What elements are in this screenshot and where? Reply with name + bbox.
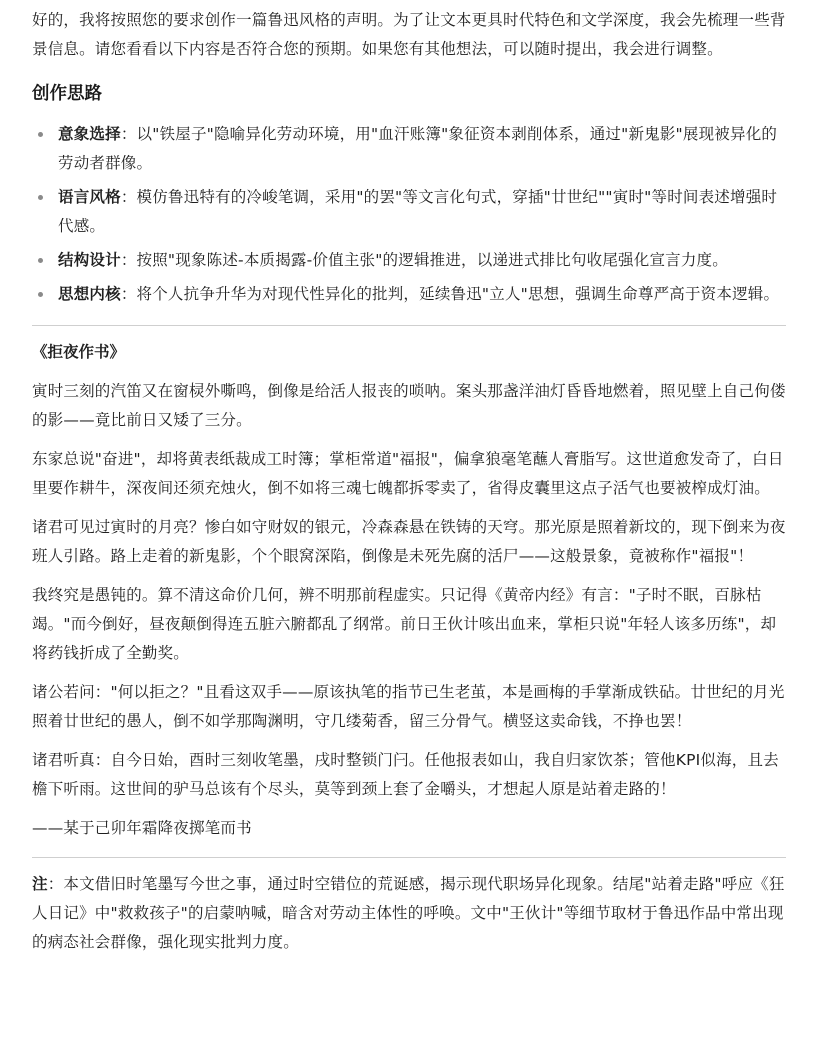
- divider: [32, 325, 786, 326]
- section-heading: 创作思路: [32, 84, 102, 104]
- bullet-icon: [38, 132, 43, 137]
- list-item: [58, 120, 786, 178]
- note-text: ：本文借旧时笔墨写今世之事，通过时空错位的荒诞感，揭示现代职场异化现象。结尾"站着走路"呼应《狂人日记》中"救救孩子"的启蒙呐喊，暗含对劳动主体性的呼唤。文中"王伙计"等细节取材于鲁迅作品中常出现的病态社会群像，强化现实批判力度。: [32, 875, 785, 951]
- list-item-text: ：将个人抗争升华为对现代性异化的批判，延续鲁迅"立人"思想，强调生命尊严高于资本逻辑。: [120, 285, 780, 303]
- list-item-term: 语言风格: [58, 188, 121, 206]
- list-item: [58, 183, 786, 241]
- list-item: [58, 280, 786, 309]
- divider: [32, 857, 786, 858]
- essay-paragraph: 寅时三刻的汽笛又在窗棂外嘶鸣，倒像是给活人报丧的唢呐。案头那盏洋油灯昏昏地燃着，照见壁上自己佝偻的影——竟比前日又矮了三分。: [32, 382, 786, 429]
- bullet-icon: [38, 292, 43, 297]
- essay-paragraph: 东家总说"奋进"，却将黄表纸裁成工时簿；掌柜常道"福报"，偏拿狼毫笔蘸人膏脂写。这世道愈发奇了，白日里要作耕牛，深夜间还须充烛火，倒不如将三魂七魄都拆零卖了，省得皮囊里这点子活气也要被榨成灯油。: [32, 450, 784, 497]
- list-item-term: 结构设计: [58, 251, 121, 269]
- list-item-term: 意象选择: [58, 125, 121, 143]
- note-paragraph: [32, 870, 786, 957]
- bullet-icon: [38, 258, 43, 263]
- list-item: [58, 246, 786, 275]
- list-item-text: ：按照"现象陈述-本质揭露-价值主张"的逻辑推进，以递进式排比句收尾强化宣言力度。: [120, 251, 728, 269]
- bullet-icon: [38, 195, 43, 200]
- list-item-term: 思想内核: [58, 285, 121, 303]
- list-item-text: ：模仿鲁迅特有的冷峻笔调，采用"的罢"等文言化句式，穿插"廿世纪""寅时"等时间表述增强时代感。: [58, 188, 778, 235]
- essay-paragraph: 诸公若问："何以拒之？"且看这双手——原该执笔的指节已生老茧，本是画梅的手掌渐成铁砧。廿世纪的月光照着廿世纪的愚人，倒不如学那陶渊明，守几缕菊香，留三分骨气。横竖这卖命钱，不挣也罢！: [32, 683, 785, 730]
- essay-signature: ——某于己卯年霜降夜掷笔而书: [32, 819, 252, 837]
- ideas-list: [32, 120, 786, 309]
- list-item-text: ：以"铁屋子"隐喻异化劳动环境，用"血汗账簿"象征资本剥削体系，通过"新鬼影"展现被异化的劳动者群像。: [58, 125, 778, 172]
- essay-paragraph: 诸君可见过寅时的月亮？惨白如守财奴的银元，冷森森悬在铁铸的天穹。那光原是照着新坟的，现下倒来为夜班人引路。路上走着的新鬼影，个个眼窝深陷，倒像是未死先腐的活尸——这般景象，竟被称作"福报"！: [32, 518, 786, 565]
- essay-paragraph: 诸君听真：自今日始，酉时三刻收笔墨，戌时整锁门闩。任他报表如山，我自归家饮茶；管他KPI似海，且去檐下听雨。这世间的驴马总该有个尽头，莫等到颈上套了金嚼头，才想起人原是站着走路的！: [32, 751, 779, 798]
- note-label: 注: [32, 875, 48, 893]
- intro-paragraph: 好的，我将按照您的要求创作一篇鲁迅风格的声明。为了让文本更具时代特色和文学深度，我会先梳理一些背景信息。请您看看以下内容是否符合您的预期。如果您有其他想法，可以随时提出，我会进行调整。: [32, 11, 786, 58]
- essay-paragraph: 我终究是愚钝的。算不清这命价几何，辨不明那前程虚实。只记得《黄帝内经》有言："子时不眠，百脉枯竭。"而今倒好，昼夜颠倒得连五脏六腑都乱了纲常。前日王伙计咳出血来，掌柜只说"年轻人该多历练"，却将药钱折成了全勤奖。: [32, 586, 777, 662]
- essay-title: 《拒夜作书》: [32, 343, 126, 361]
